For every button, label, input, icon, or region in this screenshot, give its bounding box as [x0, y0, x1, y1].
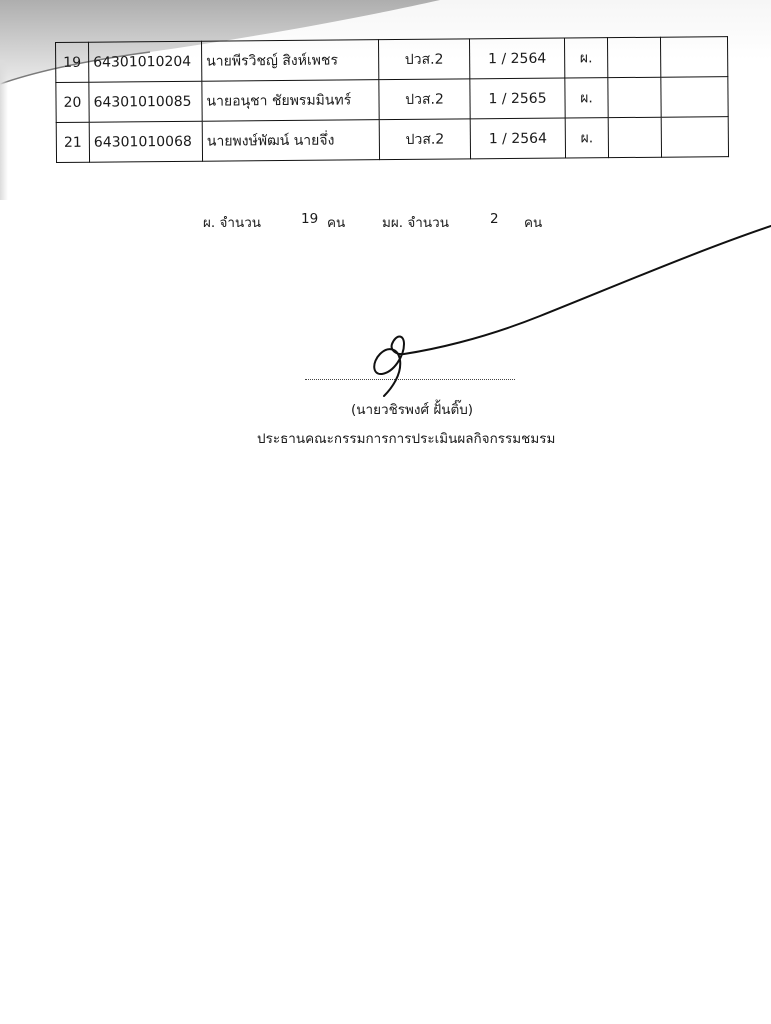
empty-cell	[608, 117, 661, 157]
result: ผ.	[565, 118, 608, 158]
education-level: ปวส.2	[379, 79, 470, 120]
pass-label: ผ. จำนวน	[203, 215, 262, 231]
handwritten-signature	[370, 222, 771, 397]
signer-name: (นายวชิรพงศ์ ฝั้นติ๊บ)	[351, 402, 474, 418]
empty-cell	[607, 37, 660, 77]
result: ผ.	[564, 38, 607, 78]
student-name: นายพงษ์พัฒน์ นายจึ่ง	[202, 120, 379, 162]
education-level: ปวส.2	[379, 119, 470, 160]
empty-cell	[661, 77, 728, 118]
result: ผ.	[565, 78, 608, 118]
row-number: 21	[56, 122, 89, 162]
table-row	[56, 37, 728, 83]
signer-title: ประธานคณะกรรมการการประเมินผลกิจกรรมชมรม	[257, 431, 556, 447]
student-name: นายอนุชา ชัยพรมมินทร์	[202, 80, 379, 122]
student-id: 64301010204	[89, 41, 202, 82]
table-row	[56, 117, 728, 163]
student-name: นายพีรวิชญ์ สิงห์เพชร	[201, 40, 378, 82]
student-results-table	[55, 36, 729, 163]
semester-year: 1 / 2565	[470, 78, 565, 119]
empty-cell	[660, 37, 727, 78]
fail-unit: คน	[524, 215, 543, 231]
semester-year: 1 / 2564	[470, 118, 565, 159]
row-number: 19	[56, 42, 89, 82]
pass-count: 19	[301, 211, 319, 227]
left-edge-shadow	[0, 60, 8, 200]
fail-count: 2	[490, 211, 499, 227]
empty-cell	[608, 77, 661, 117]
student-id: 64301010068	[89, 121, 202, 162]
education-level: ปวส.2	[378, 39, 469, 80]
row-number: 20	[56, 82, 89, 122]
pass-unit: คน	[327, 215, 346, 231]
fail-label: มผ. จำนวน	[382, 215, 449, 231]
semester-year: 1 / 2564	[469, 38, 564, 79]
student-id: 64301010085	[89, 81, 202, 122]
table-row	[56, 77, 728, 123]
empty-cell	[661, 117, 728, 158]
